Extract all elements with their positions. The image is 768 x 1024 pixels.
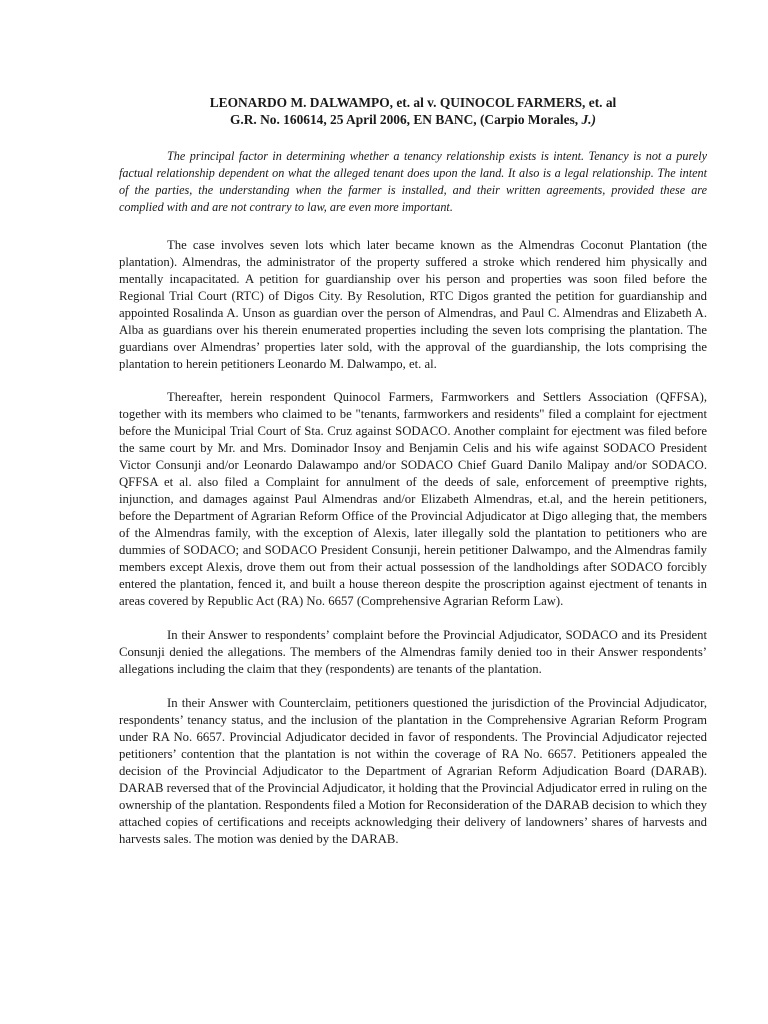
case-title-citation: [119, 111, 707, 128]
document-page: [119, 90, 707, 848]
doctrine-paragraph: The principal factor in determining whether a tenancy relationship exists is intent. Tenancy is not a purely factual relationship dependent on what the alleged tenant does upon the land. It also is a legal relationship. The intent of the parties, the understanding when the farmer is installed, and their written agreements, provided these are complied with and are not contrary to law, are even more important.: [119, 149, 707, 214]
case-title: [119, 94, 707, 128]
case-ponente-suffix: J.): [581, 112, 596, 127]
case-title-parties: LEONARDO M. DALWAMPO, et. al v. QUINOCOL FARMERS, et. al: [209, 95, 617, 110]
facts-paragraph-4: In their Answer with Counterclaim, petitioners questioned the jurisdiction of the Provincial Adjudicator, respondents’ tenancy status, and the inclusion of the plantation in the Comprehensive Agrarian Reform Program under RA No. 6657. Provincial Adjudicator decided in favor of respondents. The Provincial Adjudicator rejected petitioners’ contention that the plantation is not within the coverage of RA No. 6657. Petitioners appealed the decision of the Provincial Adjudicator to the Department of Agrarian Reform Adjudication Board (DARAB). DARAB reversed that of the Provincial Adjudicator, it holding that the Provincial Adjudicator erred in ruling on the ownership of the plantation. Respondents filed a Motion for Reconsideration of the DARAB decision to which they attached copies of certifications and receipts acknowledging their delivery of landowners’ shares of harvests and harvests sales. The motion was denied by the DARAB.: [119, 696, 707, 846]
facts-paragraph-2: Thereafter, herein respondent Quinocol Farmers, Farmworkers and Settlers Association (QFFSA), together with its members who claimed to be "tenants, farmworkers and residents" filed a complaint for ejectment before the Municipal Trial Court of Sta. Cruz against SODACO. Another complaint for ejectment was filed before the same court by Mr. and Mrs. Dominador Insoy and Benjamin Celis and his wife against SODACO President Victor Consunji and/or Leonardo Dalawampo and/or SODACO Chief Guard Danilo Malipay and/or SODACO. QFFSA et al. also filed a Complaint for annulment of the deeds of sale, enforcement of preemptive rights, injunction, and damages against Paul Almendras and/or Elizabeth Almendras, et.al, and the herein petitioners, before the Department of Agrarian Reform Office of the Provincial Adjudicator at Digo alleging that, the members of the Almendras family, with the exception of Alexis, later illegally sold the plantation to petitioners who are dummies of SODACO; and SODACO President Consunji, herein petitioner Dalwampo, and the Almendras family members except Alexis, drove them out from their actual possession of the landholdings after SODACO forcibly entered the plantation, fenced it, and built a house thereon despite the proscription against ejectment of tenants in areas covered by Republic Act (RA) No. 6657 (Comprehensive Agrarian Reform Law).: [119, 390, 707, 608]
case-citation-text: G.R. No. 160614, 25 April 2006, EN BANC, (Carpio Morales,: [229, 112, 582, 127]
facts-paragraph-1: The case involves seven lots which later became known as the Almendras Coconut Plantation (the plantation). Almendras, the administrator of the property suffered a stroke which rendered him physically and mentally incapacitated. A petition for guardianship over his person and properties was soon filed before the Regional Trial Court (RTC) of Digos City. By Resolution, RTC Digos granted the petition for guardianship and appointed Rosalinda A. Unson as guardian over the person of Almendras, and Paul C. Almendras and Elizabeth A. Alba as guardians over his therein enumerated properties including the seven lots comprising the plantation. The guardians over Almendras’ properties later sold, with the approval of the guardianship, the lots comprising the plantation to herein petitioners Leonardo M. Dalwampo, et. al.: [119, 238, 707, 371]
facts-paragraph-3: In their Answer to respondents’ complaint before the Provincial Adjudicator, SODACO and its President Consunji denied the allegations. The members of the Almendras family denied too in their Answer respondents’ allegations including the claim that they (respondents) are tenants of the plantation.: [119, 628, 707, 676]
